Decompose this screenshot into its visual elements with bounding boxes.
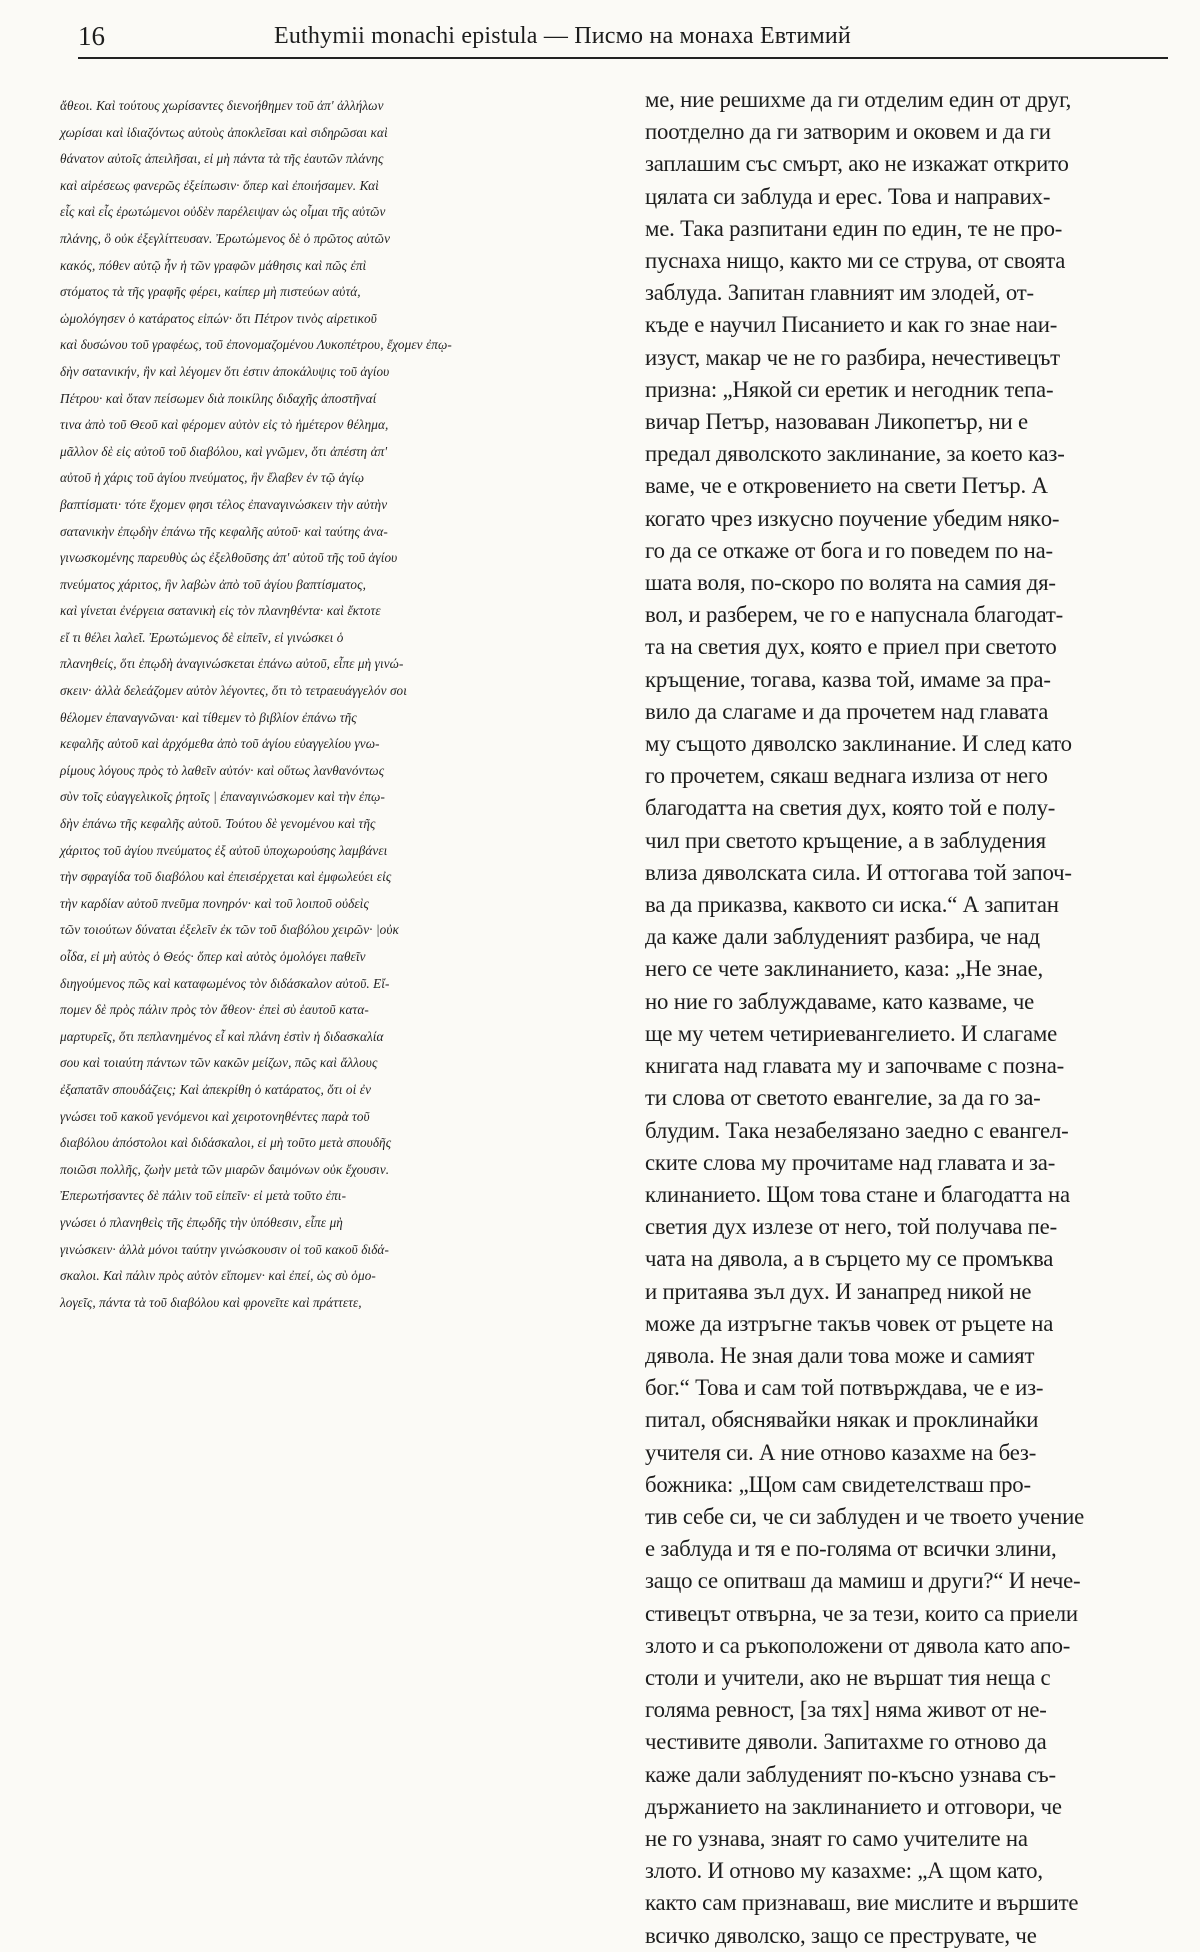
bulgarian-text-line: ти слова от светото евангелие, за да го за- bbox=[645, 1085, 1041, 1111]
greek-text-line: κακός, πόθεν αὐτῷ ἦν ἡ τῶν γραφῶν μάθησις καὶ πῶς ἐπὶ bbox=[60, 257, 367, 273]
page-header bbox=[78, 18, 1168, 54]
bulgarian-text-line: когато чрез изкусно поучение убедим някo- bbox=[645, 505, 1060, 531]
bulgarian-text-line: призна: „Някой си еретик и негодник тепа- bbox=[645, 376, 1054, 402]
greek-text-line: διαβόλου ἀπόστολοι καὶ διδάσκαλοι, εἰ μὴ τοῦτο μετὰ σπουδῆς bbox=[60, 1135, 392, 1151]
greek-text-line: γνώσει τοῦ κακοῦ γενόμενοι καὶ χειροτονηθέντες παρὰ τοῦ bbox=[60, 1108, 370, 1124]
bulgarian-text-line: му същото дяволско заклинание. И след като bbox=[645, 731, 1072, 757]
page-number: 16 bbox=[78, 21, 105, 51]
bulgarian-text-line: благодатта на светия дух, която той е полу- bbox=[645, 795, 1056, 821]
greek-text-line: τῶν τοιούτων δύναται ἐξελεῖν ἐκ τῶν τοῦ διαβόλου χειρῶν· |οὐκ bbox=[60, 922, 399, 938]
bulgarian-text-line: ме, ние решихме да ги отделим един от друг, bbox=[645, 87, 1072, 112]
greek-text-line: χάριτος τοῦ ἁγίου πνεύματος ἐξ αὐτοῦ ὑποχωρούσης λαμβάνει bbox=[60, 842, 388, 858]
bulgarian-text-line: ва да приказва, каквото си иска.“ А запитан bbox=[645, 892, 1059, 918]
greek-text-line: γνώσει ὁ πλανηθεὶς τῆς ἐπῳδῆς τὴν ὑπόθεσιν, εἶπε μὴ bbox=[60, 1214, 343, 1230]
bulgarian-text-line: го да се откаже от бога и го поведем по на- bbox=[645, 537, 1053, 563]
bulgarian-text-line: тив себе си, че си заблуден и че твоето учение bbox=[645, 1503, 1084, 1529]
bulgarian-text-line: да каже дали заблуденият разбира, че над bbox=[645, 924, 1040, 950]
greek-text-line: κεφαλῆς αὐτοῦ καὶ ἀρχόμεθα ἀπὸ τοῦ ἁγίου εὐαγγελίου γνω- bbox=[60, 736, 380, 752]
bulgarian-text-line: книгата над главата му и започваме с позна- bbox=[645, 1053, 1065, 1079]
bulgarian-text-line: заплашим със смърт, ако не изкажат открито bbox=[645, 151, 1069, 177]
greek-text-line: τινα ἀπὸ τοῦ Θεοῦ καὶ φέρομεν αὐτὸν εἰς τὸ ἡμέτερον θέλημα, bbox=[60, 417, 389, 433]
bulgarian-text-line: ските слова му прочитаме над главата и за- bbox=[645, 1149, 1056, 1175]
greek-text-line: πλανηθείς, ὅτι ἐπῳδὴ ἀναγινώσκεται ἐπάνω αὐτοῦ, εἶπε μὴ γινώ- bbox=[60, 656, 404, 672]
greek-text-line: γινώσκειν· ἀλλὰ μόνοι ταύτην γινώσκουσιν οἱ τοῦ κακοῦ διδά- bbox=[60, 1241, 389, 1257]
bulgarian-text-line: клинанието. Щом това стане и благодатта на bbox=[645, 1181, 1070, 1207]
bulgarian-text-line: бог.“ Това и сам той потвърждава, че е из- bbox=[645, 1375, 1044, 1401]
bulgarian-text-line: но ние го заблуждаваме, като казваме, че bbox=[645, 988, 1034, 1014]
bulgarian-text-line: заблуда. Запитан главният им злодей, от- bbox=[645, 280, 1034, 306]
bulgarian-text-line: вол, и разберем, че го е напуснала благодат- bbox=[645, 602, 1064, 628]
greek-text-line: δὴν ἐπάνω τῆς κεφαλῆς αὐτοῦ. Τούτου δὲ γενομένου καὶ τῆς bbox=[60, 816, 376, 832]
bulgarian-text-line: ще му четем четириевангелието. И слагаме bbox=[645, 1020, 1058, 1046]
greek-text-column bbox=[60, 93, 596, 1310]
greek-text-line: καὶ αἱρέσεως φανερῶς ἐξείπωσιν· ὅπερ καὶ ἐποιήσαμεν. Καὶ bbox=[60, 177, 379, 193]
bulgarian-text-line: блудим. Така незабелязано заедно с евангел- bbox=[645, 1117, 1069, 1143]
bulgarian-text-line: както сам признаваш, вие мислите и вършите bbox=[645, 1890, 1079, 1916]
greek-text-line: σου καὶ τοιαύτη πάντων τῶν κακῶν μείζων, πῶς καὶ ἄλλους bbox=[60, 1055, 378, 1071]
greek-text-line: εἷς καὶ εἷς ἐρωτώμενοι οὐδὲν παρέλειψαν ὡς οἶμαι τῆς αὐτῶν bbox=[60, 204, 386, 220]
bulgarian-text-line: предал дяволското заклинание, за което каз- bbox=[645, 441, 1065, 467]
bulgarian-text-line: злото. И отново му казахме: „А щом като, bbox=[645, 1858, 1043, 1884]
bulgarian-text-line: каже дали заблуденият по-късно узнава съ- bbox=[645, 1761, 1056, 1787]
bulgarian-text-line: учителя си. А ние отново казахме на без- bbox=[645, 1439, 1037, 1465]
bulgarian-text-line: светия дух излезе от него, той получава пе- bbox=[645, 1214, 1057, 1240]
bulgarian-text-line: питал, обяснявайки някак и проклинайки bbox=[645, 1407, 1039, 1433]
bulgarian-text-line: кръщение, тогава, казва той, имаме за пра- bbox=[645, 666, 1051, 692]
greek-text-line: ἄθεοι. Καὶ τούτους χωρίσαντες διενοήθημεν τοῦ ἀπ' ἀλλήλων bbox=[60, 98, 384, 113]
bulgarian-text-line: злото и са ръкоположени от дявола като апо- bbox=[645, 1632, 1071, 1658]
greek-text-line: σατανικὴν ἐπῳδὴν ἐπάνω τῆς κεφαλῆς αὐτοῦ· καὶ ταύτης ἀνα- bbox=[60, 523, 388, 539]
greek-text-line: γινωσκομένης παρευθὺς ὡς ἐξελθοῦσης ἀπ' αὐτοῦ τῆς τοῦ ἁγίου bbox=[60, 550, 398, 566]
greek-text-line: οἶδα, εἰ μὴ αὐτὸς ὁ Θεός· ὅπερ καὶ αὐτὸς ὁμολόγει παθεῖν bbox=[60, 949, 366, 964]
bulgarian-text-line: поотделно да ги затворим и оковем и да ги bbox=[645, 119, 1051, 145]
greek-text-line: μαρτυρεῖς, ὅτι πεπλανημένος εἶ καὶ πλάνη ἐστὶν ἡ διδασκαλία bbox=[60, 1028, 384, 1044]
greek-text-line: διηγούμενος πῶς καὶ καταφωμένος τὸν διδάσκαλον αὐτοῦ. Εἴ- bbox=[60, 975, 390, 991]
bulgarian-text-line: защо се опитваш да мамиш и други?“ И нече- bbox=[645, 1568, 1081, 1594]
greek-text-line: εἴ τι θέλει λαλεῖ. Ἐρωτώμενος δὲ εἰπεῖν, εἰ γινώσκει ὁ bbox=[60, 629, 344, 645]
bulgarian-text-line: е заблуда и тя е по-голяма от всички злини, bbox=[645, 1536, 1057, 1562]
greek-text-line: μᾶλλον δὲ εἰς αὐτοῦ τοῦ διαβόλου, καὶ γνῶμεν, ὅτι ἀπέστη ἀπ' bbox=[60, 443, 388, 459]
greek-text-line: πνεύματος χάριτος, ἣν λαβὼν ἀπὸ τοῦ ἁγίου βαπτίσματος, bbox=[60, 576, 366, 592]
greek-text-line: ρίμους λόγους πρὸς τὸ λαθεῖν αὐτόν· καὶ οὕτως λανθανόντως bbox=[60, 762, 385, 778]
bulgarian-text-line: чил при светото кръщение, а в заблудения bbox=[645, 827, 1046, 853]
bulgarian-text-line: къде е научил Писанието и как го знае наи- bbox=[645, 312, 1058, 338]
greek-text-line: καὶ γίνεται ἐνέργεια σατανικὴ εἰς τὸν πλανηθέντα· καὶ ἔκτοτε bbox=[60, 603, 381, 619]
greek-text-line: ἐξαπατᾶν σπουδάζεις; Καὶ ἀπεκρίθη ὁ κατάρατος, ὅτι οἱ ἐν bbox=[60, 1081, 372, 1097]
bulgarian-text-line: столи и учители, ако не вършат тия неща с bbox=[645, 1664, 1051, 1690]
bulgarian-text-line: ме. Така разпитани един по един, те не про- bbox=[645, 215, 1063, 241]
bulgarian-text-line: честивите дяволи. Запитахме го отново да bbox=[645, 1729, 1047, 1755]
bulgarian-text-line: него се чете заклинанието, каза: „Не знае, bbox=[645, 956, 1043, 982]
bulgarian-text-line: стивецът отвърна, че за тези, които са приели bbox=[645, 1600, 1078, 1626]
greek-text-line: σὺν τοῖς εὐαγγελικοῖς ῥητοῖς | ἐπαναγινώσκομεν καὶ τὴν ἐπῳ- bbox=[60, 789, 385, 805]
greek-text-line: Ἐπερωτήσαντες δὲ πάλιν τοῦ εἰπεῖν· εἰ μετὰ τοῦτο ἐπι- bbox=[60, 1188, 347, 1204]
bulgarian-text-line: дявола. Не зная дали това може и самият bbox=[645, 1342, 1035, 1368]
bulgarian-text-line: държанието на заклинанието и отговори, че bbox=[645, 1793, 1062, 1819]
bulgarian-text-line: изуст, макар че не го разбира, нечестивецът bbox=[645, 344, 1060, 370]
greek-text-line: καὶ δυσώνου τοῦ γραφέως, τοῦ ἐπονομαζομένου Λυκοπέτρου, ἔχομεν ἐπῳ- bbox=[60, 337, 452, 353]
greek-text-line: σκαλοι. Καὶ πάλιν πρὸς αὐτὸν εἴπομεν· καὶ ἐπεί, ὡς σὺ ὁμο- bbox=[60, 1268, 376, 1284]
greek-text-line: τὴν σφραγίδα τοῦ διαβόλου καὶ ἐπεισέρχεται καὶ ἐμφωλεύει εἰς bbox=[60, 869, 392, 885]
greek-text-line: λογεῖς, πάντα τὰ τοῦ διαβόλου καὶ φρονεῖτε καὶ πράττετε, bbox=[60, 1294, 362, 1310]
bulgarian-text-line: шата воля, по-скоро по волята на самия дя- bbox=[645, 570, 1056, 596]
greek-text-line: θάνατον αὐτοῖς ἀπειλῆσαι, εἰ μὴ πάντα τὰ τῆς ἑαυτῶν πλάνης bbox=[60, 151, 384, 167]
greek-text-line: πομεν δὲ πρὸς πάλιν πρὸς τὸν ἄθεον· ἐπεὶ σὺ ἑαυτοῦ κατα- bbox=[60, 1002, 369, 1018]
bulgarian-text-line: чата на дявола, а в сърцето му се промъква bbox=[645, 1246, 1054, 1272]
bulgarian-text-line: вичар Петър, назоваван Ликопетър, ни е bbox=[645, 409, 1028, 435]
header-rule bbox=[78, 57, 1168, 59]
bulgarian-text-line: цялата си заблуда и ерес. Това и направих- bbox=[645, 183, 1051, 209]
bulgarian-text-line: божника: „Щом сам свидетелстваш про- bbox=[645, 1471, 1031, 1497]
bulgarian-text-line: вило да слагаме и да прочетем над главата bbox=[645, 698, 1049, 724]
bulgarian-text-line: не го узнава, знаят го само учителите на bbox=[645, 1825, 1028, 1851]
greek-text-line: αὐτοῦ ἡ χάρις τοῦ ἁγίου πνεύματος, ἣν ἔλαβεν ἐν τῷ ἁγίῳ bbox=[60, 470, 365, 486]
greek-text-line: πλάνης, ὃ οὐκ ἐξεγλίττευσαν. Ἐρωτώμενος δὲ ὁ πρῶτος αὐτῶν bbox=[60, 230, 391, 246]
bulgarian-text-line: и притаява зъл дух. И занапред никой не bbox=[645, 1278, 1032, 1304]
greek-text-line: βαπτίσματι· τότε ἔχομεν φησι τέλος ἐπαναγινώσκειν τὴν αὐτὴν bbox=[60, 496, 388, 512]
greek-text-line: τὴν καρδίαν αὐτοῦ πνεῦμα πονηρόν· καὶ τοῦ λοιποῦ οὐδεὶς bbox=[60, 895, 369, 911]
bulgarian-text-line: пуснаха нищо, както ми се струва, от своята bbox=[645, 248, 1066, 274]
bulgarian-text-line: може да изтръгне такъв човек от ръцете на bbox=[645, 1310, 1054, 1336]
bulgarian-text-line: голяма ревност, [за тях] няма живот от не- bbox=[645, 1697, 1047, 1723]
greek-text-line: Πέτρου· καὶ ὅταν πείσωμεν διὰ ποικίλης διδαχῆς ἀποστῆναί bbox=[60, 390, 377, 406]
bulgarian-text-line: всичко дяволско, защо се преструвате, че bbox=[645, 1922, 1037, 1948]
bulgarian-text-line: влиза дяволската сила. И оттогава той започ- bbox=[645, 859, 1072, 885]
greek-text-line: θέλομεν ἐπαναγνῶναι· καὶ τίθεμεν τὸ βιβλίον ἐπάνω τῆς bbox=[60, 709, 357, 725]
bulgarian-text-line: ваме, че е откровението на свети Петър. А bbox=[645, 473, 1048, 499]
greek-text-line: ὡμολόγησεν ὁ κατάρατος εἰπών· ὅτι Πέτρον τινὸς αἱρετικοῦ bbox=[60, 310, 377, 326]
greek-text-line: σκειν· ἀλλὰ δελεάζομεν αὐτὸν λέγοντες, ὅτι τὸ τετραευάγγελόν σοι bbox=[60, 683, 408, 699]
greek-text-line: στόματος τὰ τῆς γραφῆς φέρει, καίπερ μὴ πιστεύων αὐτά, bbox=[60, 284, 361, 300]
bulgarian-text-line: та на светия дух, която е приел при светото bbox=[645, 634, 1057, 660]
greek-text-line: ποιῶσι πολλῆς, ζωὴν μετὰ τῶν μιαρῶν δαιμόνων οὐκ ἔχουσιν. bbox=[60, 1161, 390, 1177]
bulgarian-text-line: го прочетем, сякаш веднага излиза от него bbox=[645, 763, 1048, 789]
bulgarian-text-column bbox=[645, 84, 1180, 1948]
running-title: Euthymii monachi epistula — Писмо на монаха Евтимий bbox=[274, 23, 851, 49]
greek-text-line: χωρίσαι καὶ ἰδιαζόντως αὐτοὺς ἀποκλεῖσαι καὶ σιδηρῶσαι καὶ bbox=[60, 124, 388, 140]
greek-text-line: δὴν σατανικήν, ἣν καὶ λέγομεν ὅτι ἐστιν ἀποκάλυψις τοῦ ἁγίου bbox=[60, 363, 390, 379]
